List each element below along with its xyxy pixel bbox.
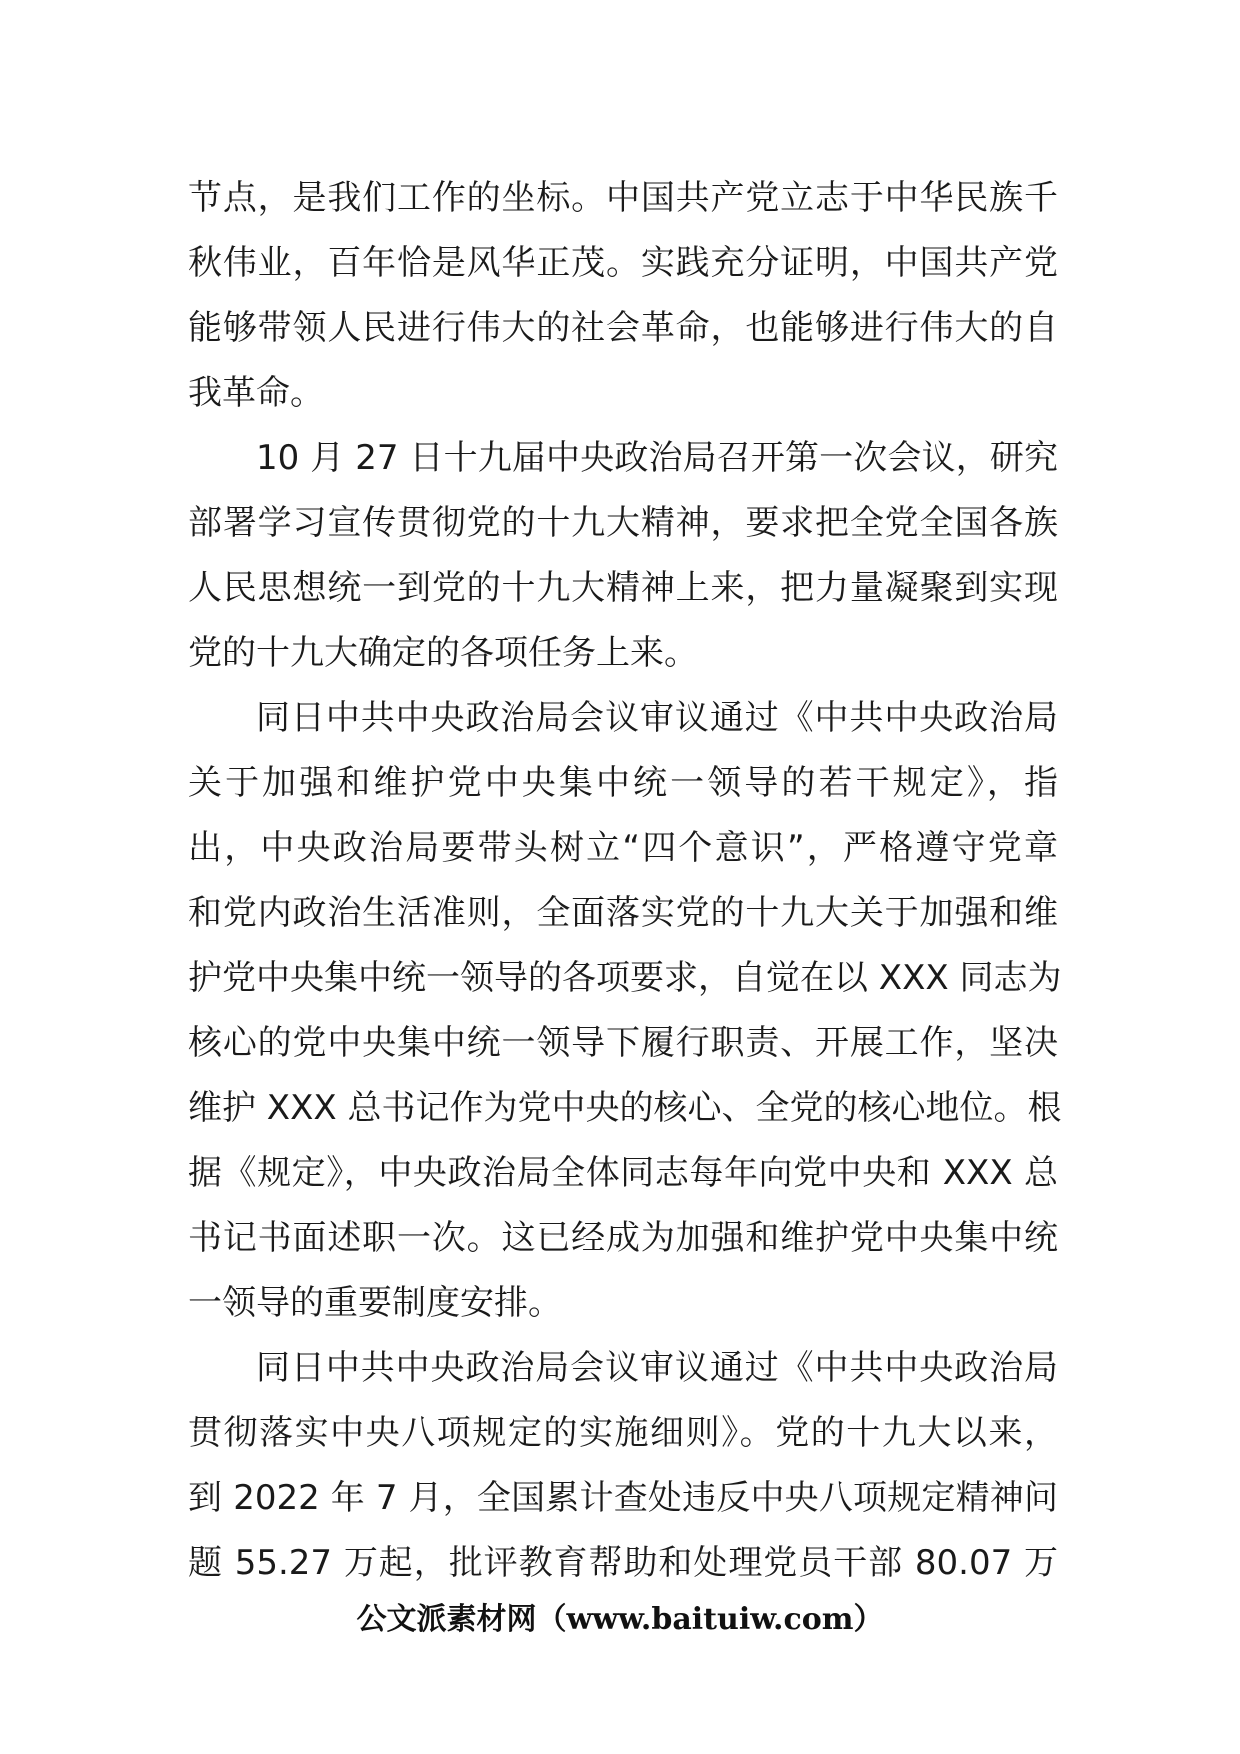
paragraph-2-line-2: 部署学习宣传贯彻党的十九大精神，要求把全党全国各族 (188, 503, 1058, 543)
document-body (188, 166, 1062, 1596)
footer-watermark: 公文派素材网（www.baituiw.com） (356, 1602, 884, 1637)
paragraph-1-line-1: 节点，是我们工作的坐标。中国共产党立志于中华民族千 (188, 178, 1058, 218)
paragraph-2-line-3: 人民思想统一到党的十九大精神上来，把力量凝聚到实现 (188, 568, 1058, 608)
paragraph-4-line-2: 贯彻落实中央八项规定的实施细则》。党的十九大以来， (188, 1413, 1058, 1453)
paragraph-4-line-4: 题 55.27 万起，批评教育帮助和处理党员干部 80.07 万 (188, 1543, 1058, 1583)
paragraph-3-line-1: 同日中共中央政治局会议审议通过《中共中央政治局 (256, 698, 1058, 738)
paragraph-4-line-1: 同日中共中央政治局会议审议通过《中共中央政治局 (256, 1348, 1058, 1388)
paragraph-3-line-3: 出，中央政治局要带头树立“四个意识”，严格遵守党章 (188, 828, 1058, 868)
paragraph-2-line-4: 党的十九大确定的各项任务上来。 (188, 633, 698, 673)
paragraph-3-line-5: 护党中央集中统一领导的各项要求，自觉在以 XXX 同志为 (188, 958, 1062, 998)
paragraph-1-line-4: 我革命。 (188, 373, 324, 413)
paragraph-1-line-2: 秋伟业，百年恰是风华正茂。实践充分证明，中国共产党 (188, 243, 1058, 283)
paragraph-3-line-9: 书记书面述职一次。这已经成为加强和维护党中央集中统 (188, 1218, 1058, 1258)
paragraph-3-line-6: 核心的党中央集中统一领导下履行职责、开展工作，坚决 (188, 1023, 1058, 1063)
paragraph-3-line-10: 一领导的重要制度安排。 (188, 1283, 562, 1323)
paragraph-3-line-8: 据《规定》，中央政治局全体同志每年向党中央和 XXX 总 (188, 1153, 1058, 1193)
paragraph-2-line-1: 10 月 27 日十九届中央政治局召开第一次会议，研究 (256, 438, 1058, 478)
paragraph-3-line-4: 和党内政治生活准则，全面落实党的十九大关于加强和维 (188, 893, 1058, 933)
paragraph-3-line-7: 维护 XXX 总书记作为党中央的核心、全党的核心地位。根 (188, 1088, 1062, 1128)
paragraph-4-line-3: 到 2022 年 7 月，全国累计查处违反中央八项规定精神问 (188, 1478, 1058, 1518)
paragraph-1-line-3: 能够带领人民进行伟大的社会革命，也能够进行伟大的自 (188, 308, 1058, 348)
paragraph-3-line-2: 关于加强和维护党中央集中统一领导的若干规定》，指 (188, 763, 1058, 803)
